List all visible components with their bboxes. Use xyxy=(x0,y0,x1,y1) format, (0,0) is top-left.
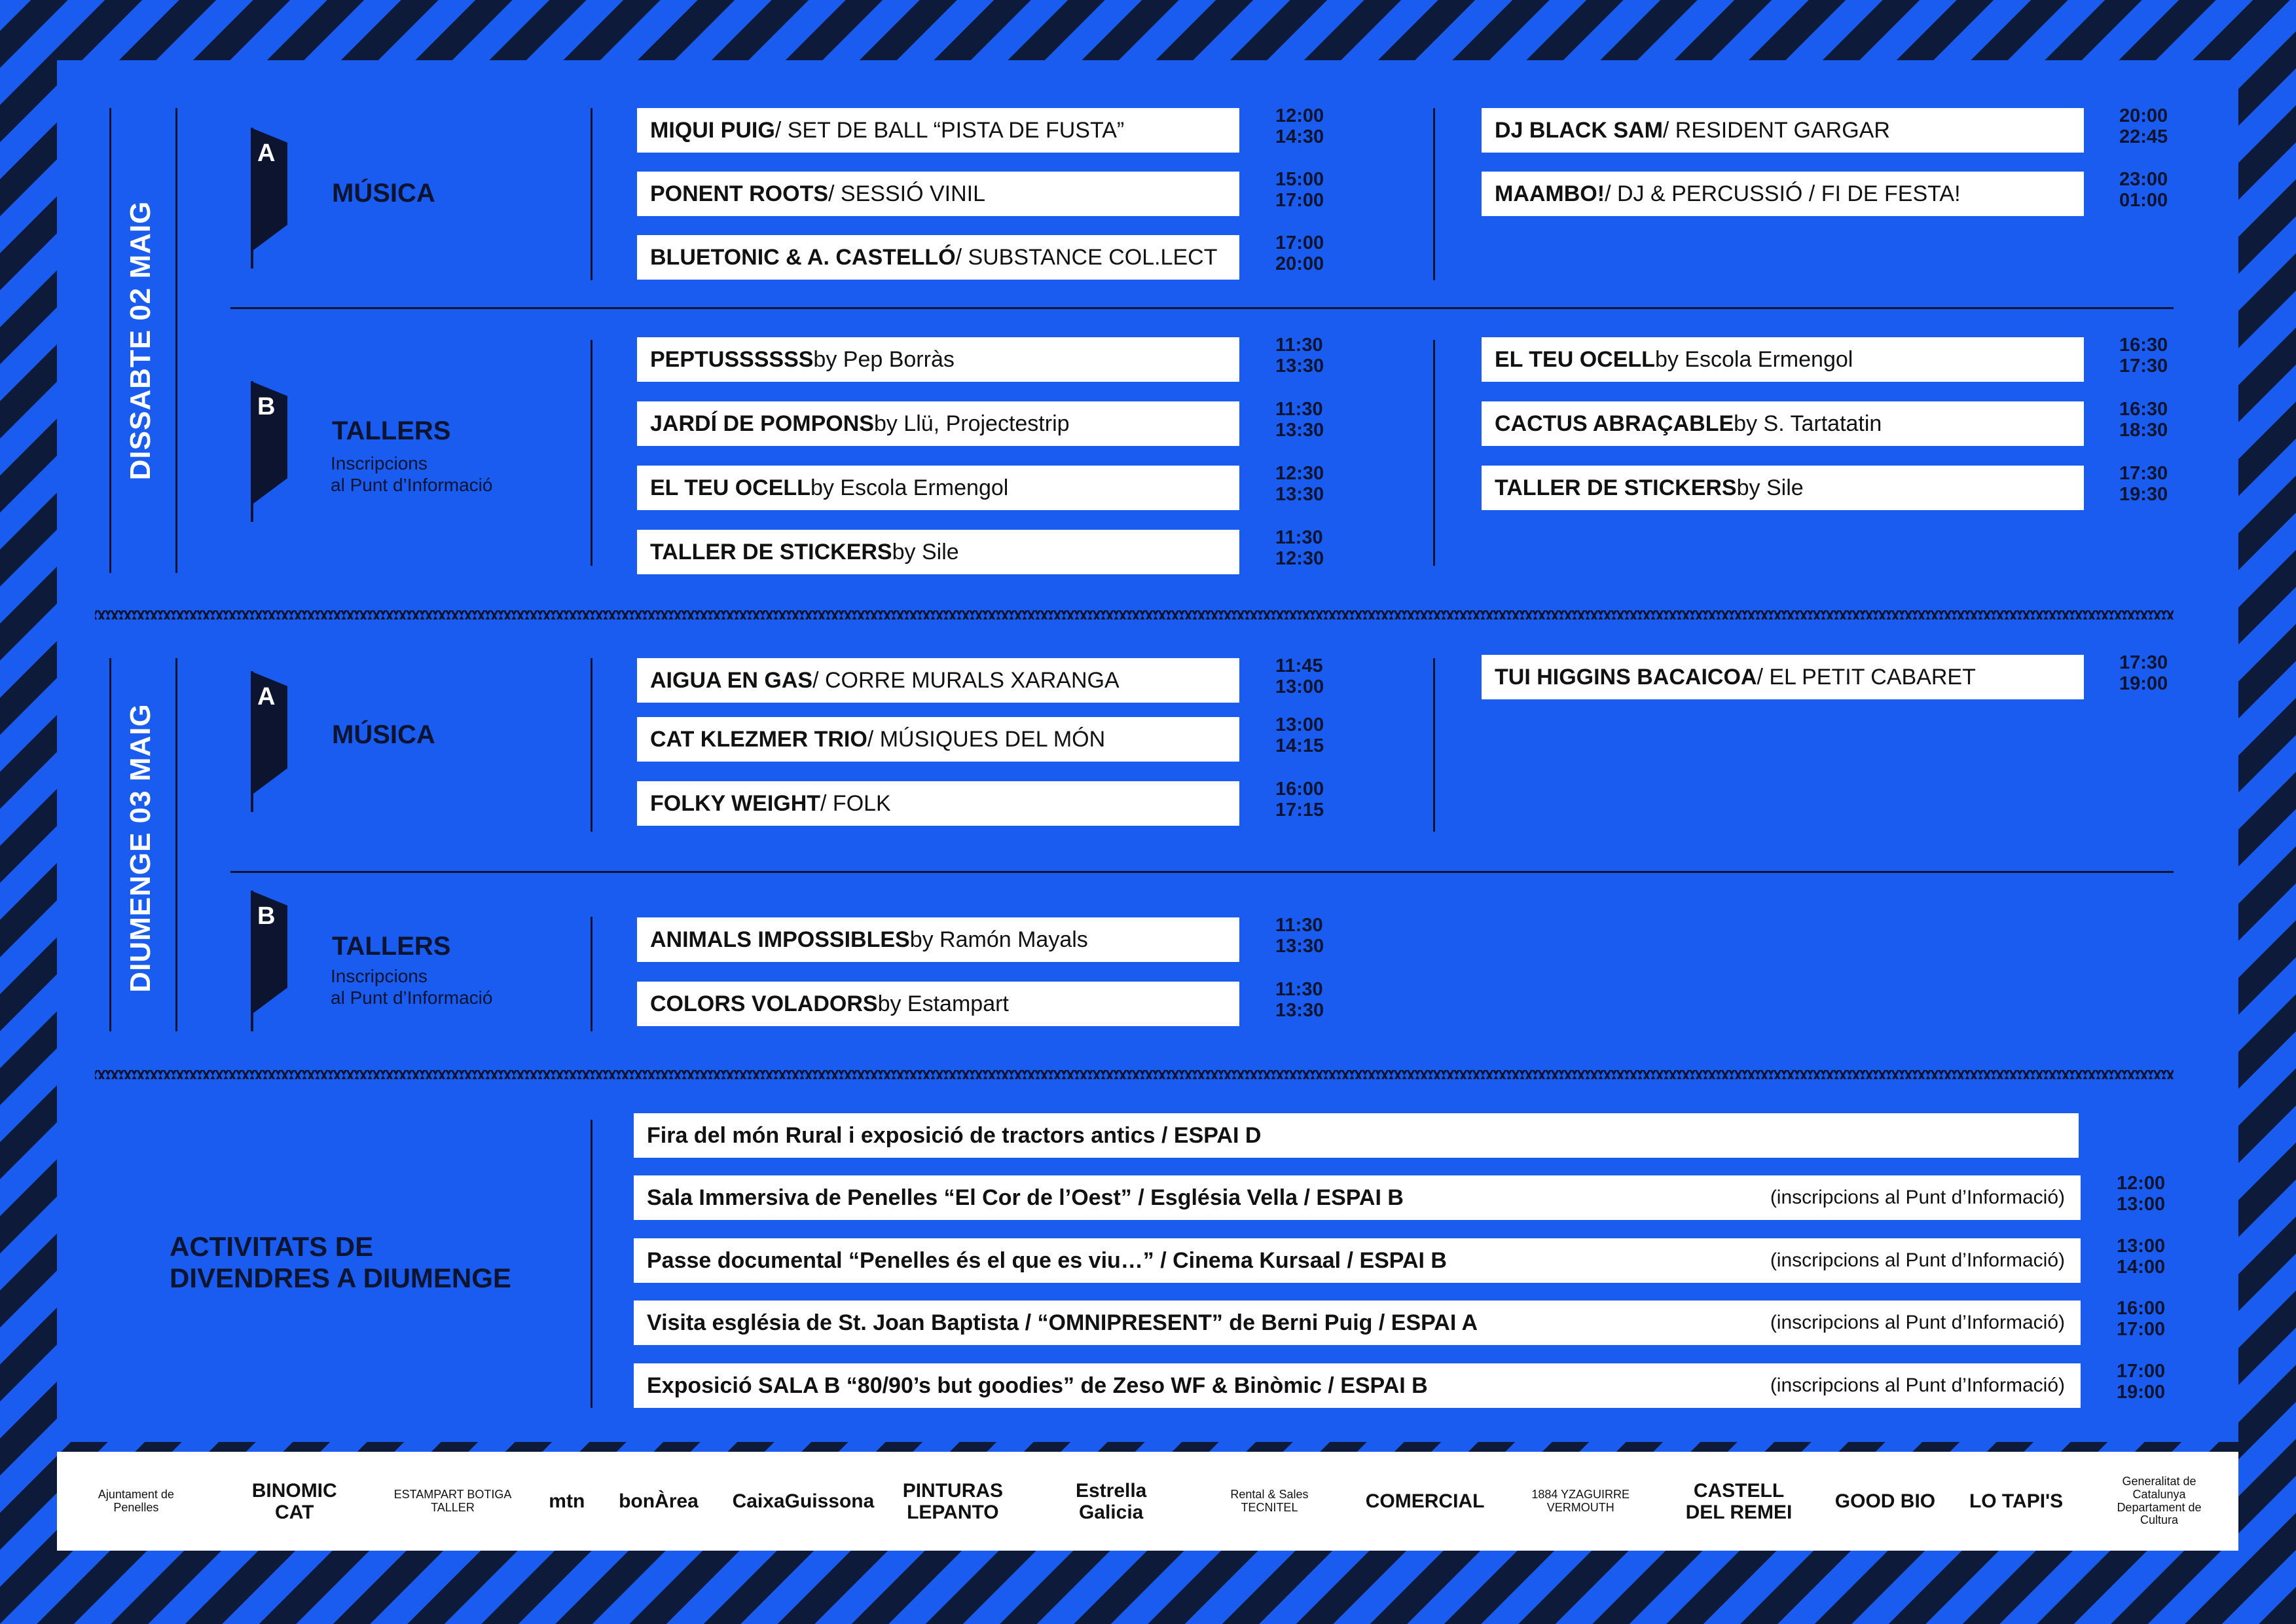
activity-time xyxy=(2117,1236,2165,1278)
event-title: EL TEU OCELL xyxy=(650,475,811,500)
event-detail: by Sile xyxy=(1736,475,1804,500)
event-start: 20:00 xyxy=(2119,105,2168,126)
event-start: 11:30 xyxy=(1275,335,1323,356)
day2-music-divider-a xyxy=(591,658,592,832)
event-time xyxy=(1275,399,1324,441)
event-end: 13:30 xyxy=(1275,936,1324,957)
event-title: PONENT ROOTS xyxy=(650,181,829,206)
day2-tallers-divider xyxy=(591,917,592,1031)
event-end: 22:45 xyxy=(2119,126,2168,147)
event-entry xyxy=(1482,466,2084,510)
event-entry xyxy=(637,235,1239,280)
sponsor-logo: bonÀrea xyxy=(619,1490,699,1512)
day2-tallers-title: TALLERS xyxy=(332,932,451,961)
sponsor-logo: Ajuntament de Penelles xyxy=(98,1487,174,1514)
event-entry xyxy=(637,658,1239,703)
event-start: 13:00 xyxy=(1275,714,1324,735)
activity-time xyxy=(2117,1298,2165,1340)
day2-right-rule xyxy=(175,658,177,1031)
activity-title: Exposició SALA B “80/90’s but goodies” de Zeso WF & Binòmic / ESPAI B xyxy=(647,1373,1428,1398)
sponsor-logo: Estrella Galicia xyxy=(1075,1479,1147,1523)
event-entry xyxy=(637,108,1239,153)
event-detail: / MÚSIQUES DEL MÓN xyxy=(867,726,1106,752)
event-detail: / SET DE BALL “PISTA DE FUSTA” xyxy=(774,117,1125,143)
event-entry xyxy=(637,337,1239,382)
day1-tallers-note-2: al Punt d’Informació xyxy=(331,475,493,495)
event-end: 01:00 xyxy=(2119,190,2168,211)
event-time xyxy=(2119,399,2168,441)
day1-section-rule xyxy=(230,307,2174,309)
sponsor-logo: CASTELL DEL REMEI xyxy=(1685,1479,1793,1523)
event-time xyxy=(1275,232,1324,274)
event-title: AIGUA EN GAS xyxy=(650,667,813,693)
event-start: 11:30 xyxy=(1275,399,1323,420)
event-title: TALLER DE STICKERS xyxy=(650,539,892,564)
event-title: EL TEU OCELL xyxy=(1495,346,1655,372)
day1-music-divider-b xyxy=(1433,108,1435,280)
activity-entry xyxy=(634,1301,2081,1345)
event-detail: / FOLK xyxy=(820,790,891,816)
event-start: 17:00 xyxy=(1275,232,1324,253)
day2-music-flag: A xyxy=(251,671,287,812)
event-end: 20:00 xyxy=(1275,253,1324,274)
activities-divider xyxy=(591,1120,592,1408)
event-time xyxy=(1275,714,1324,756)
activity-note: (inscripcions al Punt d’Informació) xyxy=(1770,1375,2065,1396)
event-title: JARDÍ DE POMPONS xyxy=(650,411,874,436)
event-entry xyxy=(637,401,1239,446)
sponsor-logo: CaixaGuissona xyxy=(732,1490,875,1512)
event-time xyxy=(1275,105,1324,147)
activities-title-line2: DIVENDRES A DIUMENGE xyxy=(170,1263,511,1293)
day1-tallers-title: TALLERS xyxy=(332,416,451,445)
activity-start: 16:00 xyxy=(2117,1298,2166,1319)
activity-title: Fira del món Rural i exposició de tractors antics / ESPAI D xyxy=(647,1122,1262,1148)
event-time xyxy=(1275,335,1324,377)
event-title: MAAMBO! xyxy=(1495,181,1605,206)
event-detail: / RESIDENT GARGAR xyxy=(1662,117,1890,143)
event-end: 18:30 xyxy=(2119,420,2168,441)
event-entry xyxy=(637,982,1239,1026)
event-time xyxy=(1275,463,1324,505)
event-detail: by Sile xyxy=(892,539,959,564)
event-title: PEPTUSSSSSS xyxy=(650,346,814,372)
activity-note: (inscripcions al Punt d’Informació) xyxy=(1770,1249,2065,1271)
event-start: 12:30 xyxy=(1275,463,1324,484)
sponsor-logo: GOOD BIO xyxy=(1834,1490,1936,1512)
event-title: TUI HIGGINS BACAICOA xyxy=(1495,664,1757,690)
sponsor-logo: BINOMIC CAT xyxy=(251,1479,337,1523)
event-entry xyxy=(1482,108,2084,153)
day-separator-zigzag xyxy=(95,610,2174,619)
sponsor-logo: COMERCIAL xyxy=(1365,1490,1485,1512)
sponsor-logo: 1884 YZAGUIRRE VERMOUTH xyxy=(1531,1487,1630,1514)
event-entry xyxy=(1482,401,2084,446)
day2-music-divider-b xyxy=(1433,658,1435,832)
event-detail: / CORRE MURALS XARANGA xyxy=(812,667,1120,693)
activity-title: Passe documental “Penelles és el que es viu…” / Cinema Kursaal / ESPAI B xyxy=(647,1247,1447,1273)
event-title: BLUETONIC & A. CASTELLÓ xyxy=(650,244,956,270)
event-entry xyxy=(1482,655,2084,699)
day2-tallers-flag: B xyxy=(251,891,287,1031)
activity-note: (inscripcions al Punt d’Informació) xyxy=(1770,1312,2065,1333)
day1-left-rule xyxy=(109,108,111,573)
event-end: 19:30 xyxy=(2119,484,2168,505)
event-time xyxy=(1275,527,1324,569)
event-start: 16:30 xyxy=(2119,335,2168,356)
event-detail: / EL PETIT CABARET xyxy=(1757,664,1976,690)
event-entry xyxy=(637,530,1239,574)
event-start: 17:30 xyxy=(2119,652,2168,673)
event-time xyxy=(1275,779,1324,821)
event-start: 11:30 xyxy=(1275,527,1323,548)
event-detail: by Escola Ermengol xyxy=(810,475,1009,500)
activity-start: 17:00 xyxy=(2117,1361,2166,1382)
event-time xyxy=(2119,652,2168,694)
event-time xyxy=(2119,463,2168,505)
activity-end: 17:00 xyxy=(2117,1319,2166,1340)
event-title: CAT KLEZMER TRIO xyxy=(650,726,867,752)
event-end: 14:30 xyxy=(1275,126,1324,147)
event-start: 12:00 xyxy=(1275,105,1324,126)
event-start: 11:30 xyxy=(1275,915,1323,936)
event-title: MIQUI PUIG xyxy=(650,117,775,143)
event-time xyxy=(2119,335,2168,377)
day1-tallers-divider-b xyxy=(1433,340,1435,566)
event-detail: by Pep Borràs xyxy=(813,346,955,372)
event-entry xyxy=(637,466,1239,510)
activity-note: (inscripcions al Punt d’Informació) xyxy=(1770,1187,2065,1208)
day1-right-rule xyxy=(175,108,177,573)
event-end: 17:00 xyxy=(1275,190,1324,211)
sponsors-bar xyxy=(57,1452,2238,1551)
event-start: 16:30 xyxy=(2119,399,2168,420)
activity-title: Visita església de St. Joan Baptista / “OMNIPRESENT” de Berni Puig / ESPAI A xyxy=(647,1310,1478,1335)
event-entry xyxy=(1482,172,2084,216)
activity-entry xyxy=(634,1238,2081,1283)
event-title: COLORS VOLADORS xyxy=(650,991,878,1016)
day2-tallers-note-2: al Punt d’Informació xyxy=(331,987,493,1008)
activity-end: 14:00 xyxy=(2117,1257,2166,1278)
event-start: 16:00 xyxy=(1275,779,1324,800)
day1-label: DISSABTE 02 MAIG xyxy=(124,200,156,481)
day1-tallers-flag: B xyxy=(251,381,287,522)
event-start: 15:00 xyxy=(1275,169,1324,190)
event-entry xyxy=(1482,337,2084,382)
event-detail: by Ramón Mayals xyxy=(909,927,1088,952)
event-end: 13:30 xyxy=(1275,356,1324,377)
day2-tallers-note-1: Inscripcions xyxy=(331,966,428,986)
day1-music-divider-a xyxy=(591,108,592,280)
activity-time xyxy=(2117,1173,2165,1215)
day1-music-flag: A xyxy=(251,128,287,268)
activities-separator-zigzag xyxy=(95,1070,2174,1079)
event-end: 13:30 xyxy=(1275,420,1324,441)
activity-entry xyxy=(634,1113,2079,1158)
event-end: 13:30 xyxy=(1275,1000,1324,1021)
event-entry xyxy=(637,781,1239,826)
event-detail: / DJ & PERCUSSIÓ / FI DE FESTA! xyxy=(1605,181,1961,206)
event-time xyxy=(1275,915,1324,957)
activities-title-line1: ACTIVITATS DE xyxy=(170,1231,374,1262)
sponsor-logo: PINTURAS LEPANTO xyxy=(902,1479,1004,1523)
event-entry xyxy=(637,717,1239,762)
day1-music-title: MÚSICA xyxy=(332,179,435,208)
activities-title xyxy=(170,1231,511,1294)
activity-end: 19:00 xyxy=(2117,1382,2166,1403)
event-end: 17:30 xyxy=(2119,356,2168,377)
event-end: 13:30 xyxy=(1275,484,1324,505)
event-detail: by S. Tartatatin xyxy=(1734,411,1882,436)
event-time xyxy=(1275,979,1324,1021)
activity-end: 13:00 xyxy=(2117,1194,2166,1215)
day2-label: DIUMENGE 03 MAIG xyxy=(124,703,156,993)
event-entry xyxy=(637,172,1239,216)
event-start: 17:30 xyxy=(2119,463,2168,484)
event-end: 12:30 xyxy=(1275,548,1324,569)
activity-entry xyxy=(634,1175,2081,1220)
day2-section-rule xyxy=(230,871,2174,873)
day2-music-title: MÚSICA xyxy=(332,720,435,749)
event-start: 11:30 xyxy=(1275,979,1323,1000)
event-time xyxy=(2119,169,2168,211)
event-time xyxy=(2119,105,2168,147)
activity-time xyxy=(2117,1361,2165,1403)
event-end: 19:00 xyxy=(2119,673,2168,694)
event-end: 17:15 xyxy=(1275,800,1324,821)
event-time xyxy=(1275,169,1324,211)
event-detail: / SESSIÓ VINIL xyxy=(828,181,986,206)
activity-entry xyxy=(634,1363,2081,1408)
event-detail: by Escola Ermengol xyxy=(1654,346,1853,372)
sponsor-logo: ESTAMPART BOTIGA TALLER xyxy=(393,1487,512,1514)
event-title: TALLER DE STICKERS xyxy=(1495,475,1737,500)
event-start: 11:45 xyxy=(1275,655,1323,676)
event-title: FOLKY WEIGHT xyxy=(650,790,821,816)
day1-tallers-divider-a xyxy=(591,340,592,566)
event-time xyxy=(1275,655,1324,697)
activity-start: 12:00 xyxy=(2117,1173,2166,1194)
event-start: 23:00 xyxy=(2119,169,2168,190)
day1-tallers-note-1: Inscripcions xyxy=(331,453,428,473)
event-title: CACTUS ABRAÇABLE xyxy=(1495,411,1734,436)
activity-title: Sala Immersiva de Penelles “El Cor de l’Oest” / Església Vella / ESPAI B xyxy=(647,1185,1404,1210)
event-title: DJ BLACK SAM xyxy=(1495,117,1663,143)
sponsor-logo: Generalitat de Catalunya Departament de Cultura xyxy=(2117,1474,2202,1527)
event-end: 14:15 xyxy=(1275,735,1324,756)
sponsor-logo: Rental & Sales TECNITEL xyxy=(1230,1487,1309,1514)
event-detail: by Estampart xyxy=(877,991,1009,1016)
event-end: 13:00 xyxy=(1275,676,1324,697)
sponsor-logo: mtn xyxy=(549,1490,585,1512)
event-entry xyxy=(637,917,1239,962)
day2-left-rule xyxy=(109,658,111,1031)
event-title: ANIMALS IMPOSSIBLES xyxy=(650,927,910,952)
activity-start: 13:00 xyxy=(2117,1236,2166,1257)
sponsor-logo: LO TAPI'S xyxy=(1969,1490,2064,1512)
event-detail: by Llü, Projectestrip xyxy=(873,411,1070,436)
event-detail: / SUBSTANCE COL.LECT xyxy=(955,244,1218,270)
